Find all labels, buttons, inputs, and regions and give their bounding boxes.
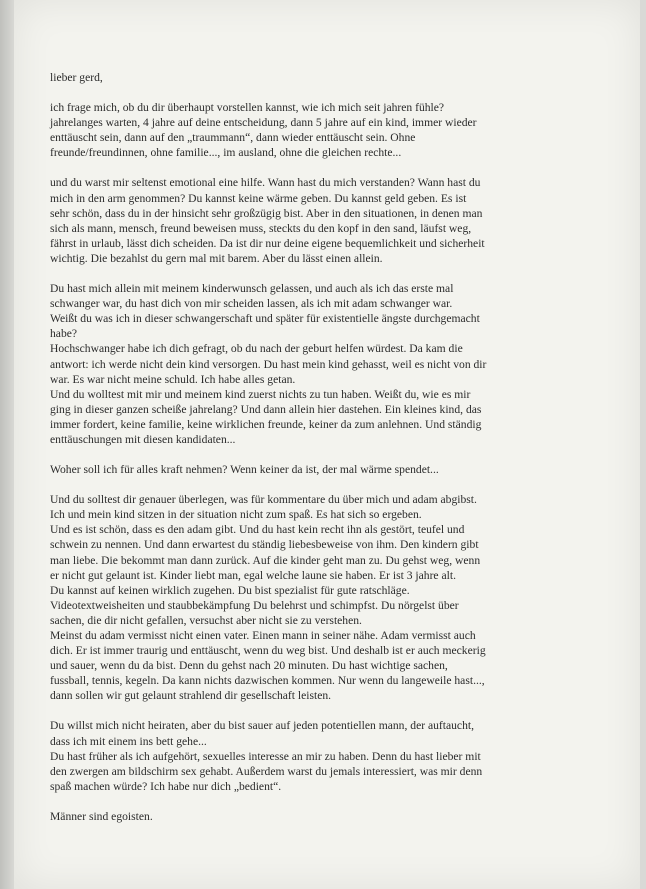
text-line: freunde/freundinnen, ohne familie..., im ausland, ohne die gleichen rechte...: [50, 146, 402, 160]
text-line: schwanger war, du hast dich von mir scheiden lassen, als ich mit adam schwanger war.: [50, 297, 453, 311]
paragraph-1: [50, 100, 570, 160]
text-line: jahrelanges warten, 4 jahre auf deine entscheidung, dann 5 jahre auf ein kind, immer wieder: [50, 116, 477, 130]
text-line: war. Es war nicht meine schuld. Ich habe alles getan.: [50, 372, 296, 386]
text-line: dann sollen wir gut gelaunt strahlend dir gesellschaft leisten.: [50, 689, 332, 703]
text-line: Und du wolltest mit mir und meinem kind zuerst nichts zu tun haben. Weißt du, wie es mir: [50, 387, 471, 401]
text-line: immer fordert, keine familie, keine wirklichen freunde, keiner da zum anlehnen. Und ständig: [50, 417, 482, 431]
text-line: sachen, die dir nicht gefallen, versuchst aber nicht sie zu verstehen.: [50, 613, 362, 627]
text-line: fussball, tennis, kegeln. Da kann nichts dazwischen kommen. Nur wenn du langeweile hast...,: [50, 674, 485, 688]
text-line: schwein zu nennen. Und dann erwartest du ständig liebesbeweise von ihm. Den kindern gibt: [50, 538, 479, 552]
text-line: Woher soll ich für alles kraft nehmen? Wenn keiner da ist, der mal wärme spendet...: [50, 463, 439, 477]
text-line: Weißt du was ich in dieser schwangerschaft und später für existentielle ängste durchgemacht: [50, 312, 480, 326]
text-line: Du hast mich allein mit meinem kinderwunsch gelassen, und auch als ich das erste mal: [50, 282, 454, 296]
text-line: antwort: ich werde nicht dein kind versorgen. Du hast mein kind gehasst, weil es nicht von dir: [50, 357, 487, 371]
text-line: Und du solltest dir genauer überlegen, was für kommentare du über mich und adam abgibst.: [50, 493, 477, 507]
text-line: spaß machen würde? Ich habe nur dich „bedient“.: [50, 779, 282, 793]
paragraph-5: [50, 492, 570, 703]
text-line: und du warst mir seltenst emotional eine hilfe. Wann hast du mich verstanden? Wann hast du: [50, 176, 481, 190]
text-line: mich in den arm genommen? Du kannst keine wärme geben. Du kannst geld geben. Es ist: [50, 191, 467, 205]
text-line: Du kannst auf keinen wirklich zugehen. Du bist spezialist für gute ratschläge.: [50, 583, 410, 597]
text-line: sehr schön, dass du in der hinsicht sehr großzügig bist. Aber in den situationen, in denen man: [50, 206, 483, 220]
text-line: fährst in urlaub, lässt dich scheiden. Da ist dir nur deine eigene bequemlichkeit und sicherheit: [50, 236, 485, 250]
text-line: dich. Er ist immer traurig und enttäuscht, wenn du weg bist. Und deshalb ist er auch meckerig: [50, 644, 486, 658]
text-line: Ich und mein kind sitzen in der situation nicht zum spaß. Es hat sich so ergeben.: [50, 508, 422, 522]
closing-line: Männer sind egoisten.: [50, 809, 153, 823]
paragraph-3: [50, 281, 570, 447]
salutation: lieber gerd,: [50, 71, 103, 84]
text-line: ging in dieser ganzen scheiße jahrelang? Und dann allein hier dastehen. Ein kleines kind, das: [50, 402, 482, 416]
text-line: ich frage mich, ob du dir überhaupt vorstellen kannst, wie ich mich seit jahren fühle?: [50, 101, 445, 115]
text-line: enttäuschungen mit diesen kandidaten...: [50, 432, 236, 446]
text-line: Meinst du adam vermisst nicht einen vater. Einen mann in seiner nähe. Adam vermisst auch: [50, 629, 476, 642]
text-line: enttäuscht sein, dann auf den „traummann“, dann wieder enttäuscht sein. Ohne: [50, 131, 416, 145]
text-line: wichtig. Die bezahlst du gern mal mit barem. Aber du lässt einen allein.: [50, 251, 383, 265]
paragraph-4: [50, 462, 570, 477]
text-line: dass ich mit einem ins bett gehe...: [50, 734, 207, 748]
text-line: Und es ist schön, dass es den adam gibt. Und du hast kein recht ihn als gestört, teufel und: [50, 523, 465, 537]
text-line: Du willst mich nicht heiraten, aber du bist sauer auf jeden potentiellen mann, der auftaucht,: [50, 719, 474, 733]
text-line: Hochschwanger habe ich dich gefragt, ob du nach der geburt helfen würdest. Da kam die: [50, 342, 463, 356]
text-line: den zwergen am bildschirm sex gehabt. Außerdem warst du jemals interessiert, was mir denn: [50, 764, 483, 778]
text-line: Du hast früher als ich aufgehört, sexuelles interesse an mir zu haben. Denn du hast lieber mit: [50, 749, 481, 763]
paragraph-6: [50, 718, 570, 793]
scan-left-edge: [0, 0, 14, 889]
text-line: er nicht gut gelaunt ist. Kinder liebt man, egal welche laune sie haben. Er ist 3 jahre alt.: [50, 568, 456, 582]
text-line: habe?: [50, 327, 78, 341]
handwritten-letter: [50, 70, 570, 824]
text-line: und sauer, wenn du da bist. Denn du gehst nach 20 minuten. Du hast wichtige sachen,: [50, 659, 448, 673]
text-line: Videotextweisheiten und staubbekämpfung Du belehrst und schimpfst. Du nörgelst über: [50, 598, 459, 612]
paragraph-2: [50, 175, 570, 266]
text-line: sich als mann, mensch, freund beweisen muss, steckts du den kopf in den sand, läufst weg,: [50, 221, 472, 235]
text-line: man liebe. Die bekommt man dann zurück. Auf die kinder geht man zu. Du gehst weg, wenn: [50, 553, 481, 567]
